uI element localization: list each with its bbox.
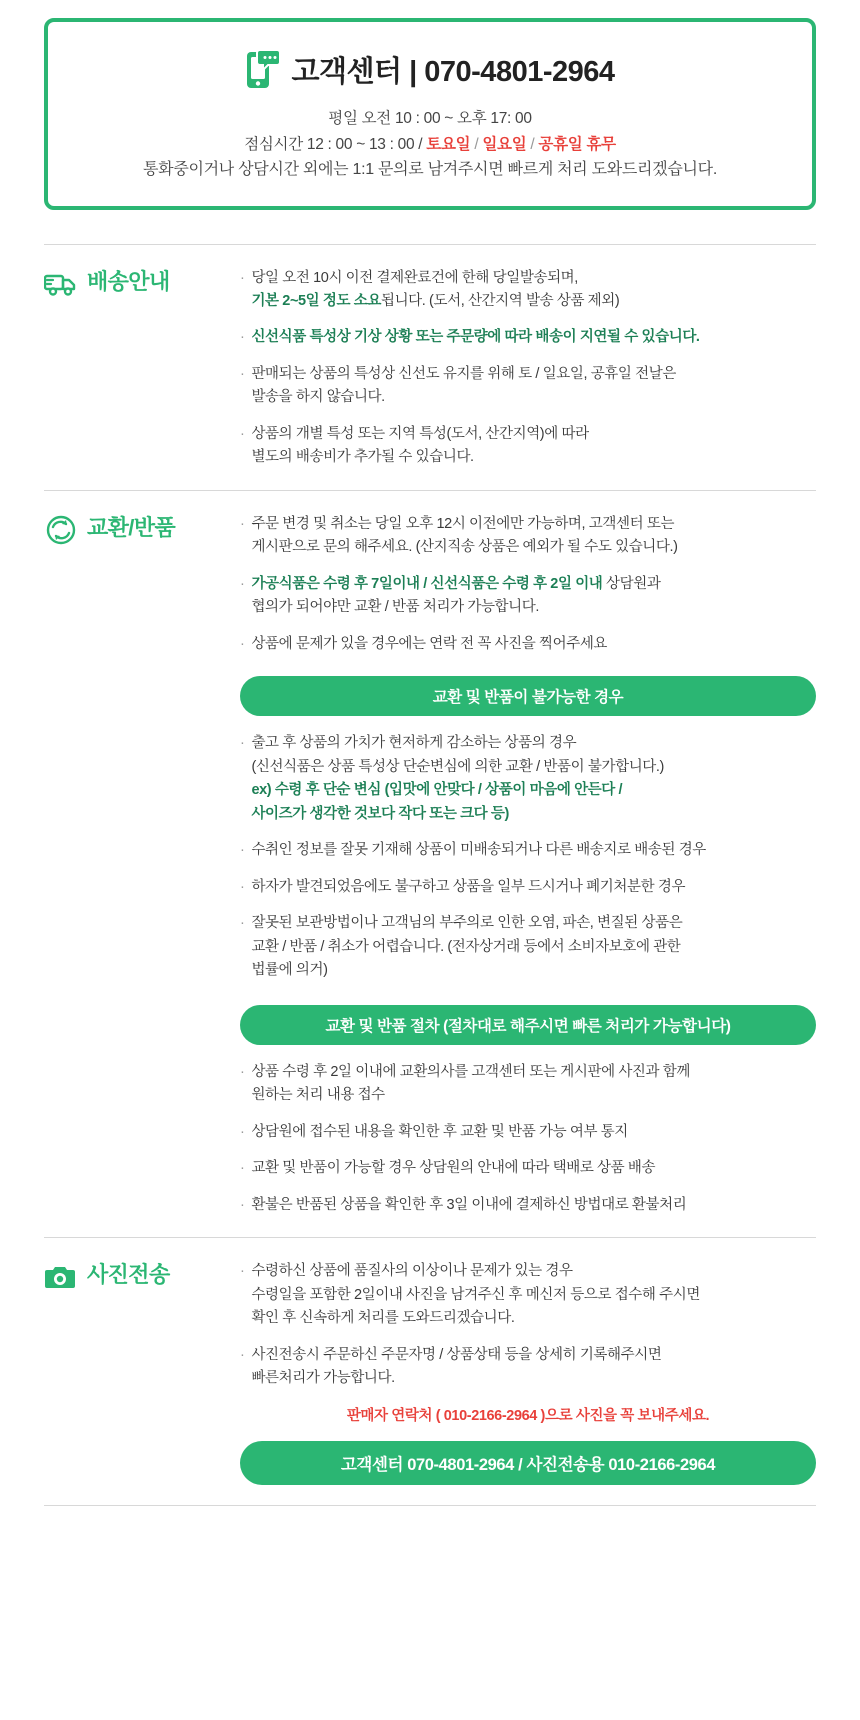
line-2-bold: 기본 2~5일 정도 소요 — [251, 293, 381, 309]
customer-center-hours: 평일 오전 10 : 00 ~ 오후 17: 00 — [328, 110, 532, 127]
bullet-dot: · — [240, 878, 245, 895]
delivery-truck-icon — [44, 269, 78, 299]
list-item — [240, 326, 816, 349]
line-2: 발송을 하지 않습니다. — [251, 389, 385, 406]
line-2: 협의가 되어야만 교환 / 반품 처리가 가능합니다. — [251, 599, 539, 616]
list-item — [240, 1194, 816, 1217]
line-4-bold: 사이즈가 생각한 것보다 작다 또는 크다 등) — [251, 805, 509, 822]
line-1: 출고 후 상품의 가치가 현저하게 감소하는 상품의 경우 — [251, 735, 577, 752]
list-item — [240, 876, 816, 899]
line-1: 수취인 정보를 잘못 기재해 상품이 미배송되거나 다른 배송지로 배송된 경우 — [251, 842, 706, 859]
list-item — [240, 1157, 816, 1180]
bullet-dot: · — [240, 269, 245, 286]
bullet-dot: · — [240, 1160, 245, 1177]
section-shipping — [44, 244, 816, 490]
closed-saturday: 토요일 — [426, 135, 471, 153]
line-2: 게시판으로 문의 해주세요. (산지직송 상품은 예외가 될 수도 있습니다.) — [251, 539, 678, 556]
exchange-body — [234, 513, 816, 1217]
list-item — [240, 1061, 816, 1108]
list-item — [240, 912, 816, 982]
item-text — [251, 326, 816, 349]
photo-heading — [44, 1260, 234, 1484]
line-3: 확인 후 신속하게 처리를 도와드리겠습니다. — [251, 1310, 515, 1327]
item-text — [251, 573, 816, 620]
lunch-label: 점심시간 12 : 00 ~ 13 : 00 / — [244, 135, 427, 153]
shipping-title: 배송안내 — [87, 268, 170, 294]
line-1: 사진전송시 주문하신 주문자명 / 상품상태 등을 상세히 기록해주시면 — [251, 1346, 662, 1363]
bullet-dot: · — [240, 635, 245, 652]
line-2: 수령일을 포함한 2일이내 사진을 남겨주신 후 메신저 등으로 접수해 주시면 — [251, 1286, 700, 1303]
line-1: 주문 변경 및 취소는 당일 오후 12시 이전에만 가능하며, 고객센터 또는 — [251, 515, 675, 532]
item-text — [251, 1061, 816, 1108]
camera-icon — [44, 1262, 78, 1292]
customer-center-closed-days — [68, 132, 792, 158]
slash-1: / — [470, 135, 483, 153]
customer-center-title-row — [68, 48, 792, 90]
line-1: 당일 오전 10시 이전 결제완료건에 한해 당일발송되며, — [251, 269, 578, 286]
line-2: (신선식품은 상품 특성상 단순변심에 의한 교환 / 반품이 불가합니다.) — [251, 758, 664, 775]
bullet-dot: · — [240, 1063, 245, 1080]
bullet-dot: · — [240, 915, 245, 932]
list-item — [240, 839, 816, 862]
line-2: 빠른처리가 가능합니다. — [251, 1370, 395, 1387]
list-item — [240, 267, 816, 314]
photo-title: 사진전송 — [87, 1262, 170, 1288]
line-1: 상품의 개별 특성 또는 지역 특성(도서, 산간지역)에 따라 — [251, 425, 589, 442]
list-item — [240, 1344, 816, 1391]
item-text — [251, 267, 816, 314]
line-2: 별도의 배송비가 추가될 수 있습니다. — [251, 449, 474, 466]
list-item — [240, 513, 816, 560]
item-text — [251, 1260, 816, 1330]
item-text — [251, 876, 816, 899]
line-2: 원하는 처리 내용 접수 — [251, 1087, 385, 1104]
item-text — [251, 1194, 816, 1217]
item-text — [251, 513, 816, 560]
bullet-dot: · — [240, 425, 245, 442]
list-item — [240, 363, 816, 410]
section-photo-transfer — [44, 1237, 816, 1505]
line-1: 하자가 발견되었음에도 불구하고 상품을 일부 드시거나 폐기처분한 경우 — [251, 878, 686, 895]
bullet-dot: · — [240, 329, 245, 346]
item-text — [251, 423, 816, 470]
closed-holiday: 공휴일 휴무 — [538, 135, 616, 153]
line-1: 상품 수령 후 2일 이내에 교환의사를 고객센터 또는 게시판에 사진과 함께 — [251, 1063, 690, 1080]
customer-center-title: 고객센터 | 070-4801-2964 — [291, 55, 615, 88]
line-1-bold: 신선식품 특성상 기상 상황 또는 주문량에 따라 배송이 지연될 수 있습니다. — [251, 329, 700, 346]
list-item — [240, 1260, 816, 1330]
bullet-dot: · — [240, 1123, 245, 1140]
item-text — [251, 633, 816, 656]
footer-contact-banner: 고객센터 070-4801-2964 / 사진전송용 010-2166-2964 — [240, 1441, 816, 1485]
shipping-heading — [44, 267, 234, 470]
bullet-dot: · — [240, 575, 245, 592]
shipping-body — [234, 267, 816, 470]
line-3: 법률에 의거) — [251, 962, 328, 979]
line-1-bold: 가공식품은 수령 후 7일이내 / 신선식품은 수령 후 2일 이내 — [251, 575, 603, 592]
banner-exchange-impossible: 교환 및 반품이 불가능한 경우 — [240, 676, 816, 716]
item-text — [251, 839, 816, 862]
item-text — [251, 363, 816, 410]
bullet-dot: · — [240, 515, 245, 532]
photo-body — [234, 1260, 816, 1484]
line-2: 교환 / 반품 / 취소가 어렵습니다. (전자상거래 등에서 소비자보호에 관한 — [251, 938, 681, 955]
line-1: 환불은 반품된 상품을 확인한 후 3일 이내에 결제하신 방법대로 환불처리 — [251, 1196, 687, 1213]
bullet-dot: · — [240, 1196, 245, 1213]
seller-contact-note: 판매자 연락처 ( 010-2166-2964 )으로 사진을 꼭 보내주세요. — [346, 1407, 710, 1424]
line-1: 수령하신 상품에 품질사의 이상이나 문제가 있는 경우 — [251, 1263, 573, 1280]
item-text — [251, 1344, 816, 1391]
bullet-dot: · — [240, 365, 245, 382]
line-1: 판매되는 상품의 특성상 신선도 유지를 위해 토 / 일요일, 공휴일 전날은 — [251, 365, 676, 382]
bullet-dot: · — [240, 842, 245, 859]
exchange-heading — [44, 513, 234, 1217]
line-1: 잘못된 보관방법이나 고객님의 부주의로 인한 오염, 파손, 변질된 상품은 — [251, 915, 683, 932]
list-item — [240, 1121, 816, 1144]
list-item — [240, 633, 816, 656]
item-text — [251, 1121, 816, 1144]
closed-sunday: 일요일 — [482, 135, 527, 153]
bullet-dot: · — [240, 1263, 245, 1280]
bullet-dot: · — [240, 735, 245, 752]
exchange-title: 교환/반품 — [87, 514, 176, 540]
section-exchange-return — [44, 490, 816, 1237]
line-1: 상품에 문제가 있을 경우에는 연락 전 꼭 사진을 찍어주세요 — [251, 635, 608, 652]
list-item — [240, 732, 816, 826]
bullet-dot: · — [240, 1346, 245, 1363]
list-item — [240, 573, 816, 620]
line-1-rest: 상담원과 — [602, 575, 661, 592]
item-text — [251, 732, 816, 826]
customer-center-note: 통화중이거나 상담시간 외에는 1:1 문의로 남겨주시면 빠르게 처리 도와드리겠습니다. — [143, 161, 717, 179]
list-item — [240, 423, 816, 470]
line-1: 교환 및 반품이 가능할 경우 상담원의 안내에 따라 택배로 상품 배송 — [251, 1160, 656, 1177]
exchange-arrows-icon — [44, 515, 78, 545]
mobile-chat-icon — [245, 48, 281, 90]
customer-center-box — [44, 18, 816, 210]
slash-2: / — [526, 135, 539, 153]
item-text — [251, 1157, 816, 1180]
banner-exchange-process: 교환 및 반품 절차 (절차대로 해주시면 빠른 처리가 가능합니다) — [240, 1005, 816, 1045]
line-2-rest: 됩니다. (도서, 산간지역 발송 상품 제외) — [380, 293, 620, 309]
line-1: 상담원에 접수된 내용을 확인한 후 교환 및 반품 가능 여부 통지 — [251, 1123, 628, 1140]
line-3-bold: ex) 수령 후 단순 변심 (입맛에 안맞다 / 상품이 마음에 안든다 / — [251, 782, 623, 799]
item-text — [251, 912, 816, 982]
